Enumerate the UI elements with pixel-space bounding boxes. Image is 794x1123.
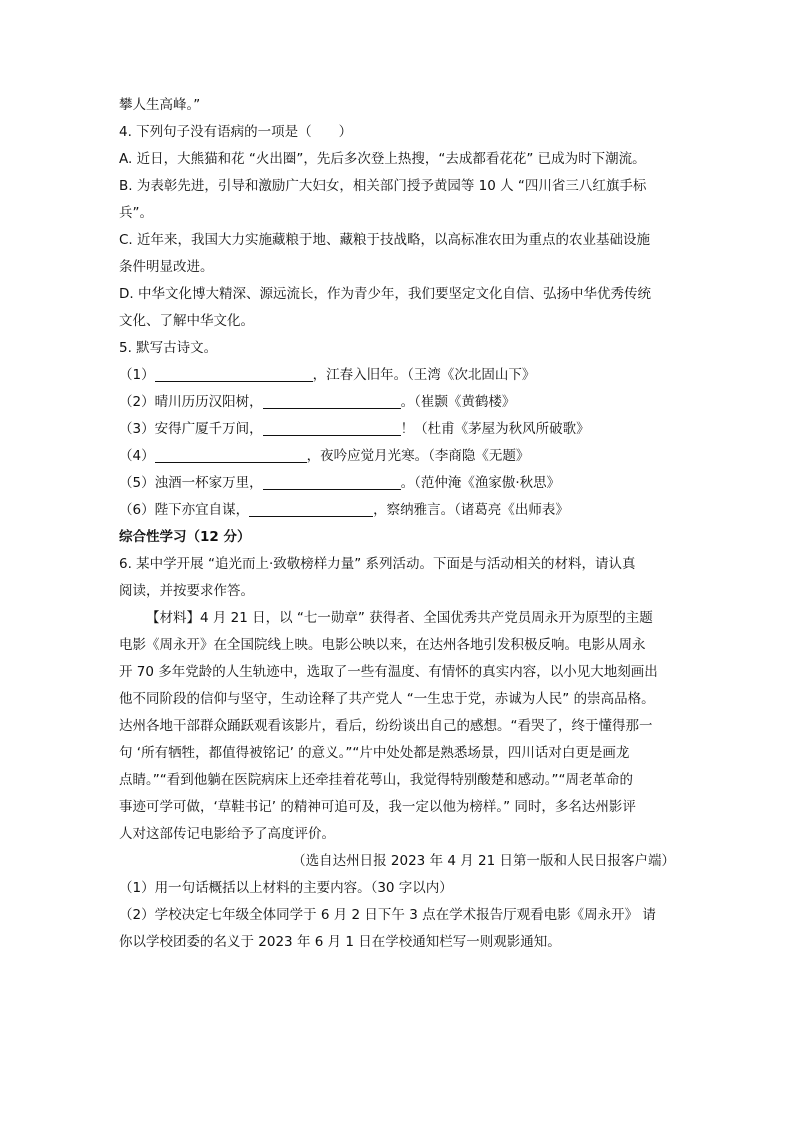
answer-blank[interactable] xyxy=(263,474,401,490)
lead-line: 攀人生高峰。” xyxy=(119,97,201,113)
poem-item-6 xyxy=(119,497,679,524)
material-line: 人对这部传记电影给予了高度评价。 xyxy=(119,826,335,842)
material-line: 点睛。”“看到他躺在医院病床上还牵挂着花萼山，我觉得特别酸楚和感动。”“周老革命的 xyxy=(119,772,633,788)
poem-item-prefix: （4） xyxy=(119,448,155,464)
poem-item-suffix: 。（范仲淹《渔家傲·秋思》 xyxy=(400,475,561,491)
answer-blank[interactable] xyxy=(249,501,373,517)
section-title: 综合性学习（12 分） xyxy=(119,529,251,545)
answer-blank[interactable] xyxy=(263,393,401,409)
question-4-option-d-cont: 文化、了解中华文化。 xyxy=(119,313,254,329)
material-line: 事迹可学可做，‘草鞋书记’ 的精神可追可及，我一定以他为榜样。” 同时，多名达州影评 xyxy=(119,799,636,815)
answer-blank[interactable] xyxy=(155,447,307,463)
material-line: 电影《周永开》在全国院线上映。电影公映以来，在达州各地引发积极反响。电影从周永 xyxy=(119,637,646,653)
poem-item-3 xyxy=(119,416,679,443)
sub-question-1: （1）用一句话概括以上材料的主要内容。（30 字以内） xyxy=(119,880,453,896)
material-source: （选自达州日报 2023 年 4 月 21 日第一版和人民日报客户端） xyxy=(292,853,675,869)
poem-item-suffix: ！（杜甫《茅屋为秋风所破歌》 xyxy=(400,421,590,437)
poem-item-prefix: （3）安得广厦千万间， xyxy=(119,421,263,437)
poem-item-suffix: ，察纳雅言。（诸葛亮《出师表》 xyxy=(373,502,569,518)
poem-item-suffix: ，江春入旧年。（王湾《次北固山下》 xyxy=(312,367,536,383)
question-6-stem-cont: 阅读，并按要求作答。 xyxy=(119,583,254,599)
answer-blank[interactable] xyxy=(155,366,313,382)
poem-item-suffix: 。（崔颢《黄鹤楼》 xyxy=(400,394,516,410)
material-line: 达州各地干部群众踊跃观看该影片，看后，纷纷谈出自己的感想。“看哭了，终于懂得那一 xyxy=(119,718,653,734)
question-4-option-a: A. 近日，大熊猫和花 “火出圈”，先后多次登上热搜，“去成都看花花” 已成为时下潮流。 xyxy=(119,151,646,167)
material-line: 他不同阶段的信仰与坚守，生动诠释了共产党人 “一生忠于党，赤诚为人民” 的崇高品格。 xyxy=(119,691,655,707)
answer-blank[interactable] xyxy=(263,420,401,436)
question-4-option-c-cont: 条件明显改进。 xyxy=(119,259,214,275)
material-line: 句 ‘所有牺牲，都值得被铭记’ 的意义。”“片中处处都是熟悉场景，四川话对白更是画龙 xyxy=(119,745,630,761)
poem-item-1 xyxy=(119,362,679,389)
question-6-stem: 6. 某中学开展 “追光而上·致敬榜样力量” 系列活动。下面是与活动相关的材料，请认真 xyxy=(119,556,636,572)
poem-item-prefix: （2）晴川历历汉阳树， xyxy=(119,394,263,410)
exam-page xyxy=(119,92,679,956)
sub-question-2: （2）学校决定七年级全体同学于 6 月 2 日下午 3 点在学术报告厅观看电影《周永开》 请 xyxy=(119,907,656,923)
material-line: 【材料】4 月 21 日，以 “七一勋章” 获得者、全国优秀共产党员周永开为原型的主题 xyxy=(146,610,653,626)
poem-item-prefix: （6）陛下亦宜自谋， xyxy=(119,502,250,518)
poem-item-4 xyxy=(119,443,679,470)
question-4-stem: 4. 下列句子没有语病的一项是（ ） xyxy=(119,124,353,140)
question-5-stem: 5. 默写古诗文。 xyxy=(119,340,218,356)
question-4-option-b-cont: 兵”。 xyxy=(119,205,153,221)
question-4-option-d: D. 中华文化博大精深、源远流长，作为青少年，我们要坚定文化自信、弘扬中华优秀传统 xyxy=(119,286,651,302)
question-4-option-c: C. 近年来，我国大力实施藏粮于地、藏粮于技战略，以高标准农田为重点的农业基础设施 xyxy=(119,232,651,248)
poem-item-5 xyxy=(119,470,679,497)
poem-item-prefix: （5）浊酒一杯家万里， xyxy=(119,475,263,491)
material-line: 开 70 多年党龄的人生轨迹中，选取了一些有温度、有情怀的真实内容，以小见大地刻画出 xyxy=(119,664,658,680)
poem-item-2 xyxy=(119,389,679,416)
poem-item-suffix: ，夜吟应觉月光寒。（李商隐《无题》 xyxy=(306,448,530,464)
sub-question-2-cont: 你以学校团委的名义于 2023 年 6 月 1 日在学校通知栏写一则观影通知。 xyxy=(119,934,561,950)
poem-item-prefix: （1） xyxy=(119,367,155,383)
question-4-option-b: B. 为表彰先进，引导和激励广大妇女，相关部门授予黄园等 10 人 “四川省三八红旗手标 xyxy=(119,178,647,194)
